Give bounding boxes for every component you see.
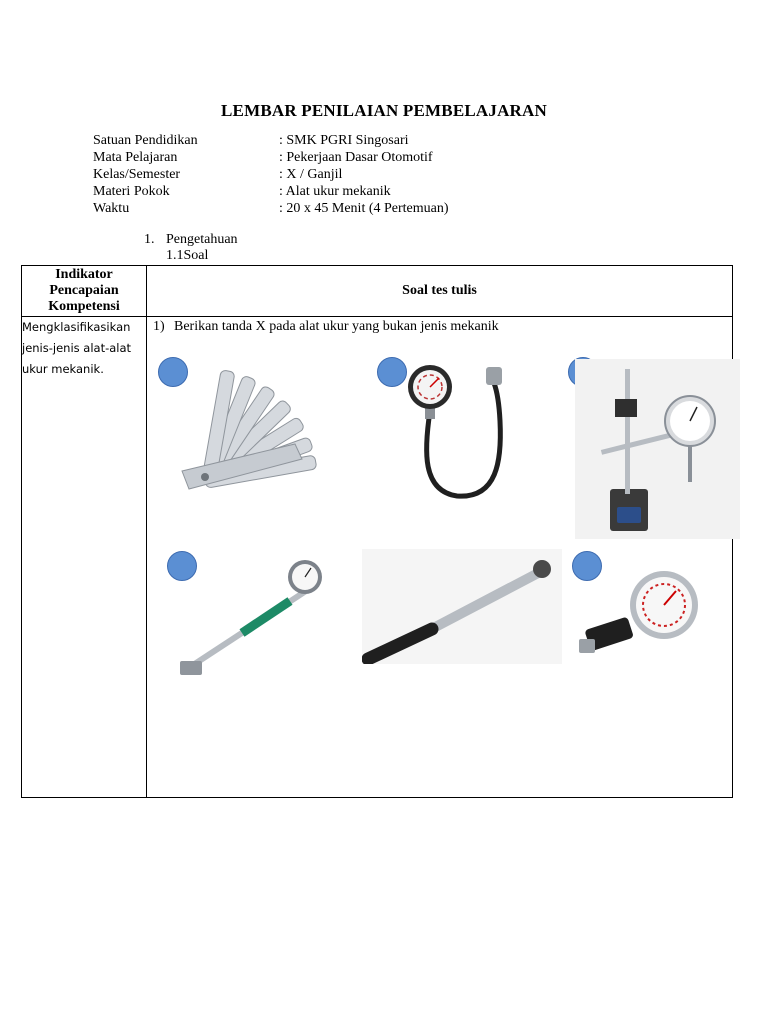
question-text: Berikan tanda X pada alat ukur yang bukan jenis mekanik xyxy=(174,319,499,334)
header-line: Kompetensi xyxy=(48,299,120,314)
question-number: 1) xyxy=(153,319,165,334)
dial-indicator-magnetic-stand-icon xyxy=(575,359,740,539)
question-cell xyxy=(147,317,733,798)
document-meta xyxy=(93,132,449,217)
meta-row-mapel xyxy=(93,149,449,166)
meta-row-satuan xyxy=(93,132,449,149)
header-line: Indikator xyxy=(55,267,113,282)
header-soal: Soal tes tulis xyxy=(147,266,733,317)
question-1 xyxy=(153,319,499,335)
torque-wrench-icon xyxy=(362,549,562,664)
meta-row-waktu xyxy=(93,200,449,217)
meta-label: Satuan Pendidikan xyxy=(93,133,198,148)
meta-value: : Alat ukur mekanik xyxy=(279,184,391,199)
meta-value: : 20 x 45 Menit (4 Pertemuan) xyxy=(279,201,449,216)
indikator-cell xyxy=(22,317,147,798)
document-title: LEMBAR PENILAIAN PEMBELAJARAN xyxy=(221,101,547,120)
section-heading xyxy=(144,232,238,248)
meta-value: : Pekerjaan Dasar Otomotif xyxy=(279,150,433,165)
indikator-line: Mengklasifikasikan xyxy=(22,320,131,334)
meta-row-kelas xyxy=(93,166,449,183)
meta-label: Waktu xyxy=(93,201,130,216)
indikator-line: ukur mekanik. xyxy=(22,362,104,376)
meta-value: : X / Ganjil xyxy=(279,167,343,182)
subsection-heading: 1.1Soal xyxy=(166,248,209,263)
meta-row-materi xyxy=(93,183,449,200)
tire-pressure-gauge-icon xyxy=(579,565,709,665)
section-number: 1. xyxy=(144,232,155,247)
header-line: Pencapaian xyxy=(49,283,119,298)
meta-label: Mata Pelajaran xyxy=(93,150,178,165)
assessment-table xyxy=(21,265,733,798)
section-label: Pengetahuan xyxy=(166,232,238,247)
feeler-gauge-icon xyxy=(177,359,322,494)
meta-value: : SMK PGRI Singosari xyxy=(279,133,409,148)
cylinder-bore-gauge-icon xyxy=(172,557,332,687)
header-indikator xyxy=(22,266,147,317)
meta-label: Kelas/Semester xyxy=(93,167,181,182)
meta-label: Materi Pokok xyxy=(93,184,170,199)
indikator-line: jenis-jenis alat-alat xyxy=(22,341,132,355)
compression-tester-icon xyxy=(402,361,512,501)
